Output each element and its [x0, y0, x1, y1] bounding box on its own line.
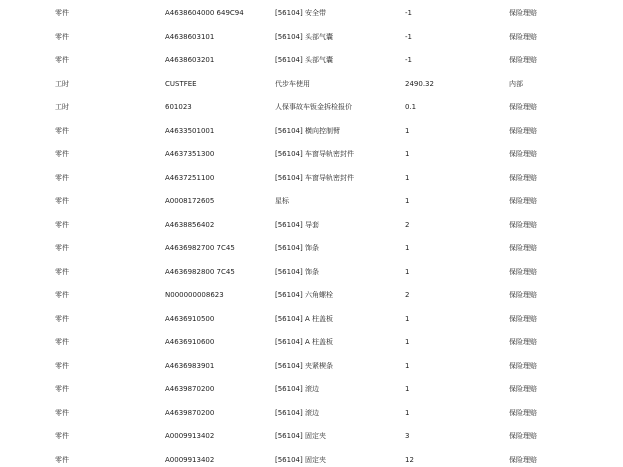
row-type: 零件 [55, 32, 69, 41]
table-row [0, 148, 623, 160]
row-type: 工时 [55, 79, 69, 88]
table-row [0, 172, 623, 184]
row-payer: 保险理赔 [509, 150, 537, 158]
row-quantity: 1 [405, 150, 410, 158]
row-type: 零件 [55, 220, 69, 229]
row-type: 零件 [55, 173, 69, 182]
table-row [0, 383, 623, 395]
row-description: 人保事故车钣金拆检报价 [275, 103, 352, 111]
table-row [0, 78, 623, 90]
row-part-code: A4636983901 [165, 361, 215, 370]
row-description: [56104] 滚边 [275, 385, 319, 393]
row-quantity: 1 [405, 267, 410, 276]
row-description: [56104] 滚边 [275, 408, 319, 417]
table-row [0, 336, 623, 348]
row-payer: 保险理赔 [509, 103, 537, 111]
row-type: 零件 [55, 314, 69, 323]
table-row [0, 54, 623, 66]
row-payer: 保险理赔 [509, 385, 537, 393]
row-description: [56104] 六角螺栓 [275, 291, 333, 299]
row-quantity: 3 [405, 432, 410, 440]
table-row [0, 219, 623, 231]
row-quantity: -1 [405, 32, 412, 41]
table-row [0, 430, 623, 442]
row-payer: 保险理赔 [509, 197, 537, 205]
row-type: 零件 [55, 455, 69, 464]
row-description: 代步车使用 [275, 79, 310, 88]
row-type: 零件 [55, 9, 69, 17]
row-part-code: A4636910500 [165, 314, 215, 323]
table-row [0, 242, 623, 254]
row-type: 零件 [55, 244, 69, 252]
row-description: [56104] 横向控制臂 [275, 126, 340, 135]
row-quantity: 1 [405, 314, 410, 323]
row-description: [56104] 头部气囊 [275, 32, 333, 41]
row-part-code: A4636910600 [165, 338, 215, 346]
row-payer: 保险理赔 [509, 220, 537, 229]
row-type: 零件 [55, 291, 69, 299]
row-quantity: 12 [405, 455, 414, 464]
row-type: 零件 [55, 150, 69, 158]
row-payer: 保险理赔 [509, 361, 537, 370]
row-quantity: 0.1 [405, 103, 417, 111]
row-quantity: 2490.32 [405, 79, 434, 88]
row-payer: 保险理赔 [509, 244, 537, 252]
row-type: 工时 [55, 103, 69, 111]
row-payer: 保险理赔 [509, 338, 537, 346]
row-type: 零件 [55, 267, 69, 276]
row-type: 零件 [55, 432, 69, 440]
row-part-code: A4636982800 7C45 [165, 267, 235, 276]
table-row [0, 125, 623, 137]
table-row [0, 454, 623, 466]
row-description: [56104] 饰条 [275, 244, 319, 252]
row-payer: 保险理赔 [509, 56, 537, 64]
row-part-code: A4636982700 7C45 [165, 244, 235, 252]
table-row [0, 7, 623, 19]
row-part-code: A4638603201 [165, 56, 215, 64]
row-part-code: A0009913402 [165, 455, 215, 464]
row-quantity: 1 [405, 408, 410, 417]
row-quantity: 1 [405, 126, 410, 135]
row-part-code: N000000008623 [165, 291, 224, 299]
row-part-code: A4639870200 [165, 385, 215, 393]
row-quantity: 2 [405, 291, 410, 299]
row-quantity: 1 [405, 197, 410, 205]
row-type: 零件 [55, 197, 69, 205]
row-quantity: 1 [405, 173, 410, 182]
row-part-code: A4638856402 [165, 220, 215, 229]
row-payer: 保险理赔 [509, 126, 537, 135]
row-description: [56104] A 柱盖板 [275, 338, 333, 346]
row-quantity: -1 [405, 56, 412, 64]
row-part-code: A4638604000 649C94 [165, 9, 244, 17]
row-description: [56104] 饰条 [275, 267, 319, 276]
row-description: [56104] 固定夹 [275, 432, 326, 440]
row-description: [56104] A 柱盖板 [275, 314, 333, 323]
row-part-code: A0009913402 [165, 432, 215, 440]
row-quantity: -1 [405, 9, 412, 17]
row-description: [56104] 车窗导轨密封件 [275, 150, 354, 158]
row-type: 零件 [55, 385, 69, 393]
table-row [0, 101, 623, 113]
row-payer: 保险理赔 [509, 32, 537, 41]
row-description: 星标 [275, 197, 289, 205]
row-payer: 保险理赔 [509, 173, 537, 182]
row-part-code: A4633501001 [165, 126, 215, 135]
row-payer: 保险理赔 [509, 9, 537, 17]
row-description: [56104] 安全带 [275, 9, 326, 17]
row-part-code: A4637351300 [165, 150, 215, 158]
table-row [0, 289, 623, 301]
row-part-code: A0008172605 [165, 197, 215, 205]
row-part-code: A4637251100 [165, 173, 215, 182]
row-payer: 内部 [509, 79, 523, 88]
table-row [0, 360, 623, 372]
row-payer: 保险理赔 [509, 314, 537, 323]
row-payer: 保险理赔 [509, 267, 537, 276]
row-description: [56104] 车窗导轨密封件 [275, 173, 354, 182]
row-description: [56104] 头部气囊 [275, 56, 333, 64]
row-quantity: 2 [405, 220, 410, 229]
row-type: 零件 [55, 126, 69, 135]
table-row [0, 31, 623, 43]
row-type: 零件 [55, 361, 69, 370]
row-description: [56104] 固定夹 [275, 455, 326, 464]
row-payer: 保险理赔 [509, 408, 537, 417]
row-payer: 保险理赔 [509, 455, 537, 464]
row-description: [56104] 导套 [275, 220, 319, 229]
table-row [0, 407, 623, 419]
row-payer: 保险理赔 [509, 432, 537, 440]
row-type: 零件 [55, 338, 69, 346]
row-quantity: 1 [405, 385, 410, 393]
table-row [0, 195, 623, 207]
row-quantity: 1 [405, 244, 410, 252]
row-quantity: 1 [405, 338, 410, 346]
row-type: 零件 [55, 408, 69, 417]
table-row [0, 313, 623, 325]
row-part-code: A4638603101 [165, 32, 215, 41]
row-payer: 保险理赔 [509, 291, 537, 299]
row-quantity: 1 [405, 361, 410, 370]
row-part-code: 601023 [165, 103, 192, 111]
table-row [0, 266, 623, 278]
row-description: [56104] 夹紧楔条 [275, 361, 333, 370]
row-part-code: CUSTFEE [165, 79, 197, 88]
row-type: 零件 [55, 56, 69, 64]
row-part-code: A4639870200 [165, 408, 215, 417]
